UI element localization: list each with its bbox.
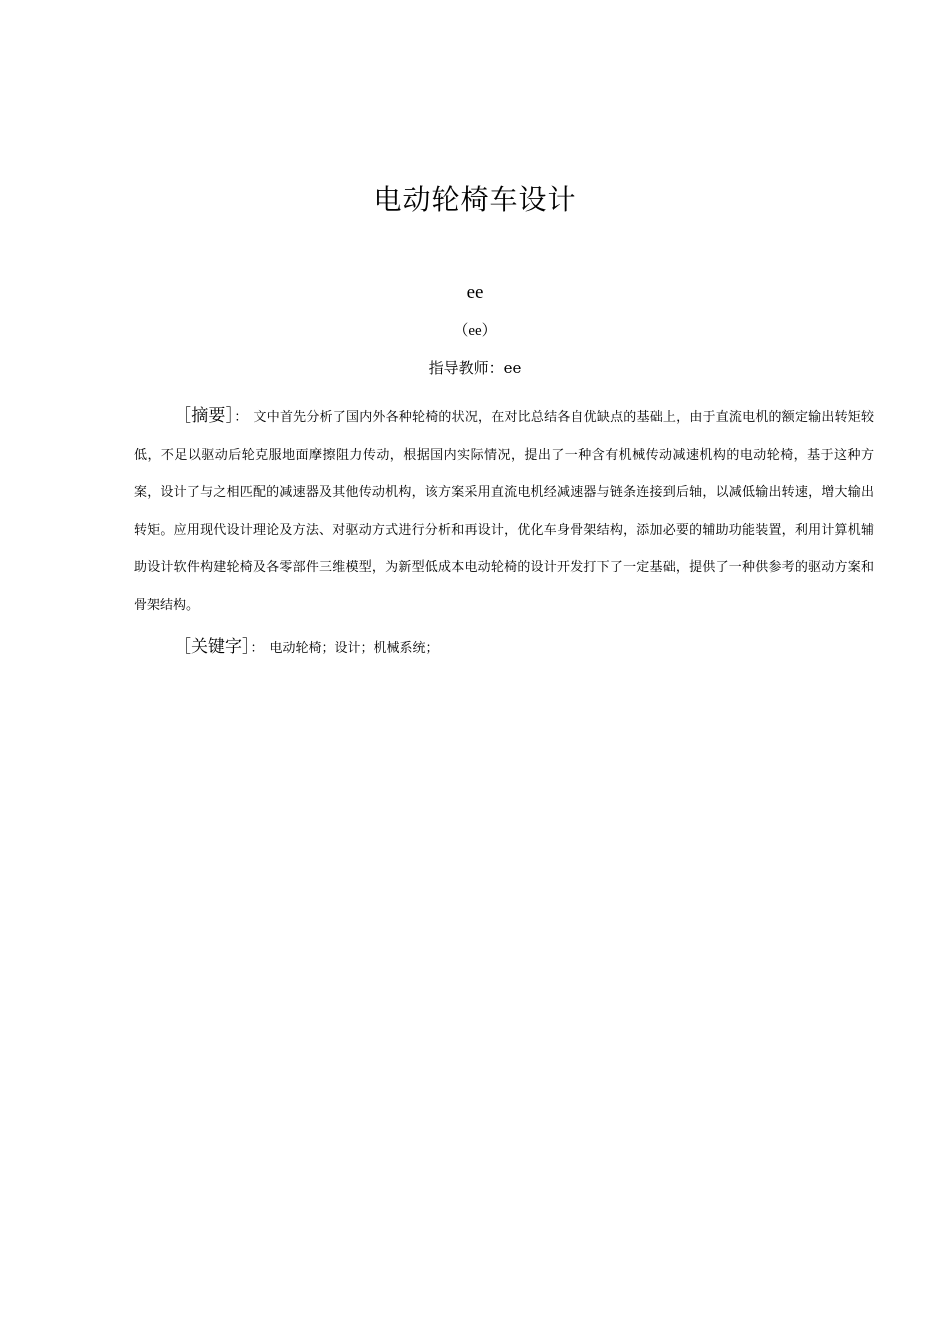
author-name: ee xyxy=(466,282,484,303)
abstract-text: 文中首先分析了国内外各种轮椅的状况，在对比总结各自优缺点的基础上，由于直流电机的额定输出转矩较低，不足以驱动后轮克服地面摩擦阻力传动，根据国内实际情况，提出了一种含有机械传动减速机构的电动轮椅，基于这种方案，设计了与之相匹配的减速器及其他传动机构，该方案采用直流电机经减速器与链条连接到后轴，以减低输出转速，增大输出转矩。应用现代设计理论及方法、对驱动方式进行分析和再设计，优化车身骨架结构，添加必要的辅助功能装置，利用计算机辅助设计软件构建轮椅及各零部件三维模型，为新型低成本电动轮椅的设计开发打下了一定基础，提供了一种供参考的驱动方案和骨架结构。 xyxy=(134,410,874,613)
abstract-colon: ： xyxy=(234,410,248,425)
keywords-label: ［关键字］ xyxy=(174,637,251,657)
abstract-paragraph xyxy=(134,398,874,624)
keywords-text: 电动轮椅；设计；机械系统； xyxy=(269,641,439,656)
advisor-line: 指导教师：ee xyxy=(428,359,522,377)
keywords-line xyxy=(174,632,874,664)
keywords-colon: ： xyxy=(250,641,264,656)
abstract-label: ［摘要］ xyxy=(174,406,235,426)
paper-title: 电动轮椅车设计 xyxy=(373,183,577,216)
author-affiliation: （ee） xyxy=(453,323,497,339)
